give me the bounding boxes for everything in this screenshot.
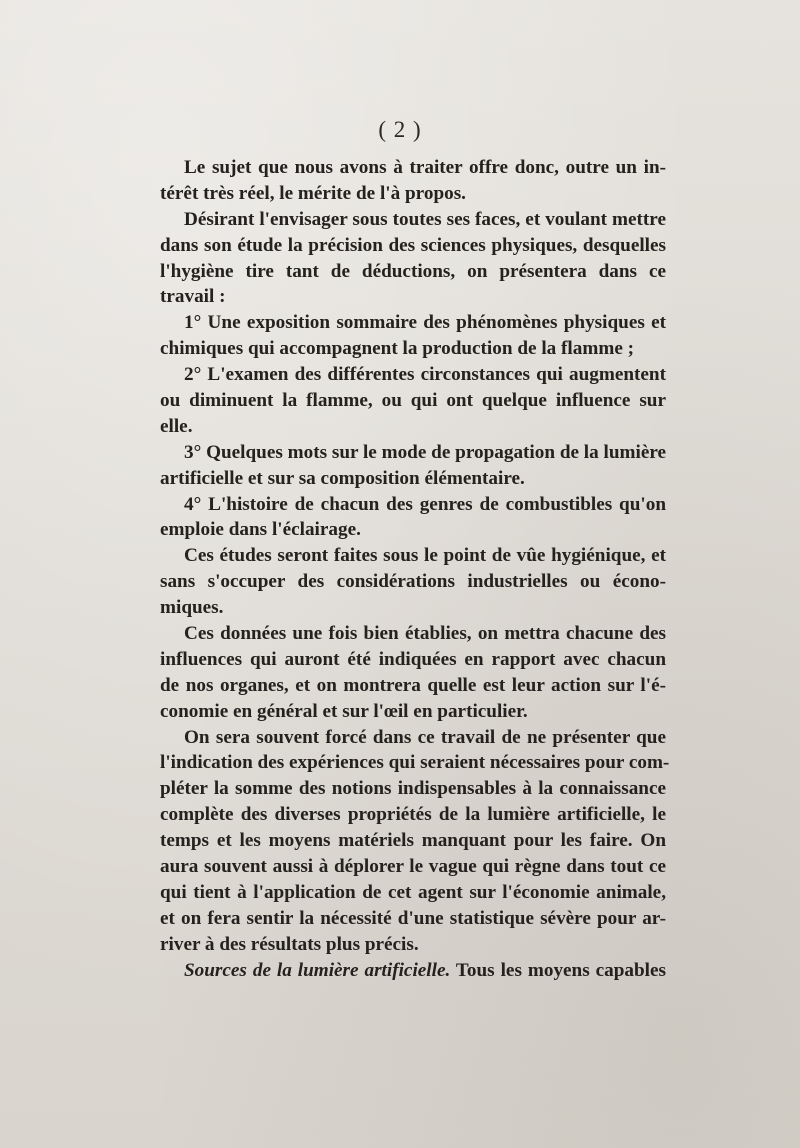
text-line: aura souvent aussi à déplorer le vague qui règne dans tout ce (160, 856, 666, 878)
text-line: Ces données une fois bien établies, on mettra chacune des (184, 623, 666, 645)
text-line: 1° Une exposition sommaire des phénomènes physiques et (184, 312, 666, 334)
page-number: ( 2 ) (378, 117, 422, 142)
text-line: temps et les moyens matériels manquant pour les faire. On (160, 830, 666, 852)
text-line-final (160, 958, 666, 984)
final-line-text: Tous les moyens capables (450, 959, 666, 981)
text-line: l'hygiène tire tant de déductions, on présentera dans ce (160, 260, 666, 282)
text-line: 4° L'histoire de chacun des genres de combustibles qu'on (184, 493, 666, 515)
text-line: dans son étude la précision des sciences physiques, desquelles (160, 234, 666, 256)
text-line: conomie en général et sur l'œil en particulier. (160, 700, 528, 722)
text-line: chimiques qui accompagnent la production de la flamme ; (160, 338, 635, 360)
text-line: 2° L'examen des différentes circonstances qui augmentent (184, 364, 666, 386)
text-line: de nos organes, et on montrera quelle est leur action sur l'é- (160, 674, 666, 696)
text-line: travail : (160, 286, 226, 308)
text-line: 3° Quelques mots sur le mode de propagation de la lumière (184, 441, 667, 463)
text-line: complète des diverses propriétés de la lumière artificielle, le (160, 804, 666, 826)
text-line: l'indication des expériences qui seraient nécessaires pour com- (160, 752, 670, 774)
text-line: miques. (160, 597, 224, 619)
text-line: Ces études seront faites sous le point de vûe hygiénique, et (184, 545, 666, 567)
body-text (160, 155, 670, 984)
text-line: ou diminuent la flamme, ou qui ont quelque influence sur (160, 390, 666, 412)
text-line: pléter la somme des notions indispensables à la connaissance (160, 778, 666, 800)
text-line: térêt très réel, le mérite de l'à propos. (160, 182, 466, 204)
text-line: artificielle et sur sa composition élémentaire. (160, 467, 525, 489)
text-line: Désirant l'envisager sous toutes ses faces, et voulant mettre (184, 208, 666, 230)
section-heading-italic: Sources de la lumière artificielle. (184, 959, 451, 981)
text-line: qui tient à l'application de cet agent sur l'économie animale, (160, 881, 666, 903)
text-line: elle. (160, 415, 193, 437)
text-line: Le sujet que nous avons à traiter offre donc, outre un in- (184, 157, 666, 178)
text-line: influences qui auront été indiquées en rapport avec chacun (160, 648, 666, 670)
text-line: et on fera sentir la nécessité d'une statistique sévère pour ar- (160, 907, 666, 929)
text-line: river à des résultats plus précis. (160, 933, 419, 955)
text-line: sans s'occuper des considérations industrielles ou écono- (160, 571, 666, 593)
text-line: emploie dans l'éclairage. (160, 519, 361, 541)
text-line: On sera souvent forcé dans ce travail de ne présenter que (184, 726, 666, 748)
